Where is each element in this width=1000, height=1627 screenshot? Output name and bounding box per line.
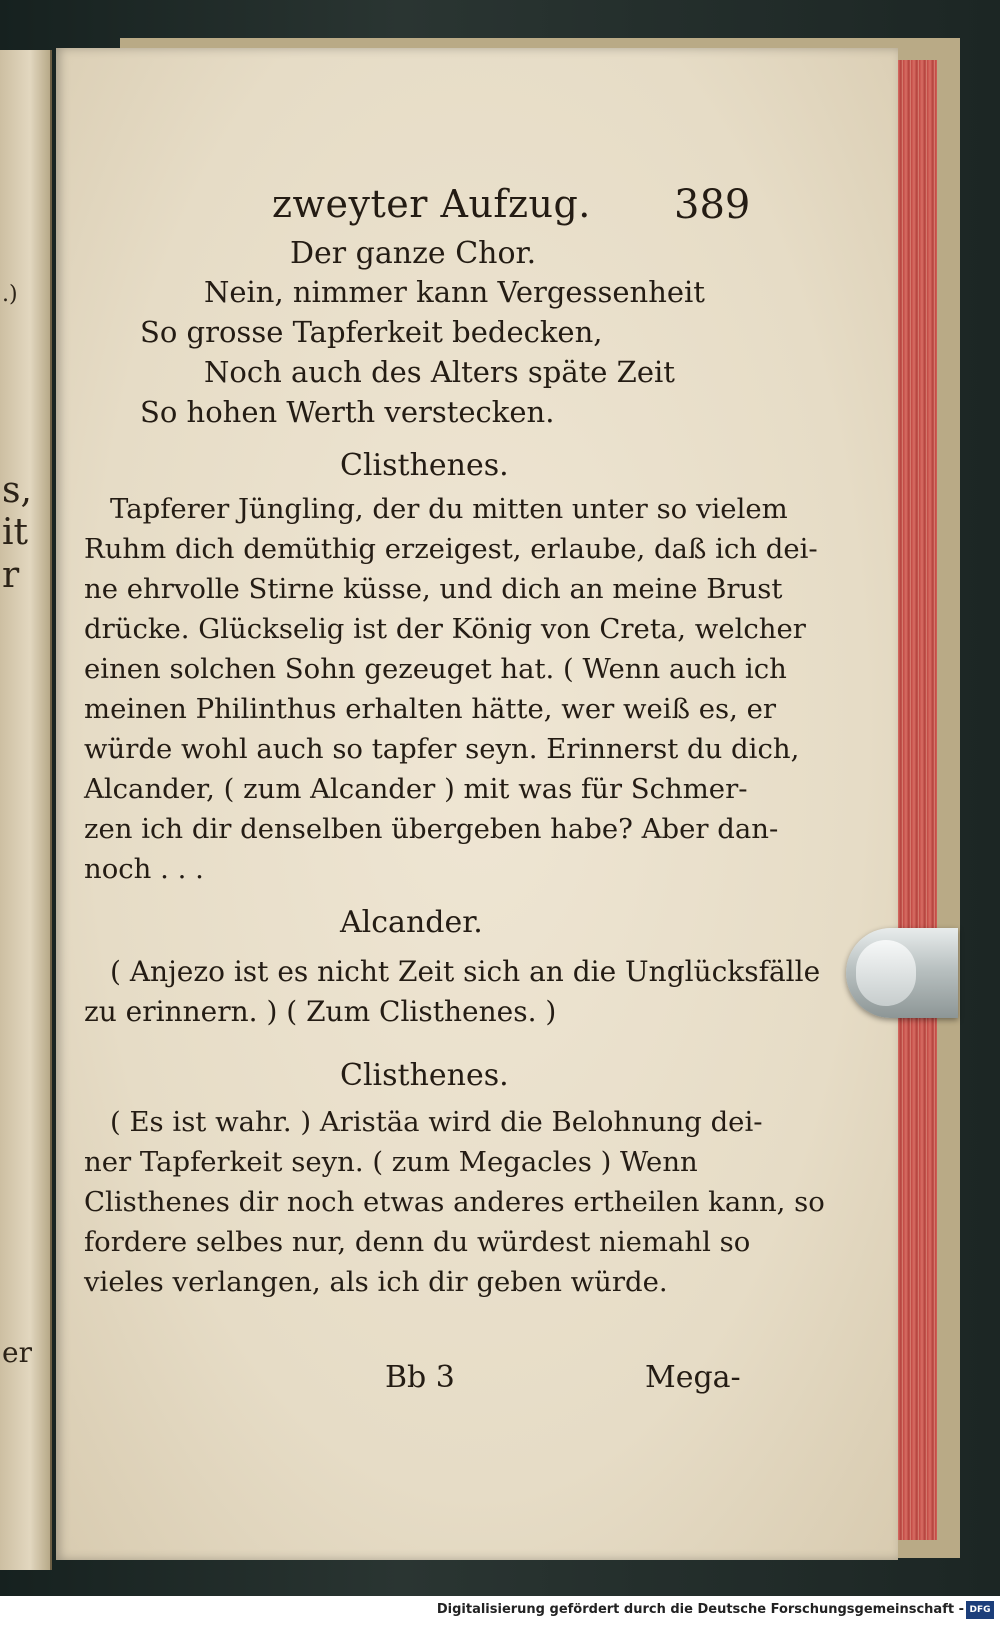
prose-line: Tapferer Jüngling, der du mitten unter so vielem (110, 493, 788, 525)
prose-line: zu erinnern. ) ( Zum Clisthenes. ) (84, 995, 557, 1028)
prose-line: Alcander, ( zum Alcander ) mit was für Schmer- (84, 773, 748, 805)
prose-line: ner Tapferkeit seyn. ( zum Megacles ) Wenn (84, 1146, 698, 1178)
left-page-fragment: s, (2, 470, 32, 511)
digitization-footer (0, 1596, 1000, 1627)
digitization-notice: Digitalisierung gefördert durch die Deutsche Forschungsgemeinschaft - (436, 1602, 964, 1617)
prose-line: würde wohl auch so tapfer seyn. Erinnerst du dich, (84, 733, 800, 765)
prose-line: Clisthenes dir noch etwas anderes ertheilen kann, so (84, 1186, 825, 1218)
speaker-heading: Clisthenes. (340, 448, 509, 483)
left-page-fragment: .) (2, 282, 18, 307)
page-clip (846, 928, 958, 1018)
red-page-edges (895, 60, 937, 1540)
catchword: Mega- (645, 1360, 741, 1395)
verse-line: Nein, nimmer kann Vergessenheit (204, 275, 705, 309)
dfg-logo-icon: DFG (966, 1601, 994, 1619)
left-page-fragment: er (2, 1336, 32, 1369)
signature-mark: Bb 3 (385, 1360, 455, 1395)
verse-line: So hohen Werth verstecken. (140, 395, 555, 429)
verse-line: Noch auch des Alters späte Zeit (204, 355, 675, 389)
prose-line: fordere selbes nur, denn du würdest niemahl so (84, 1226, 751, 1258)
verse-line: So grosse Tapferkeit bedecken, (140, 315, 603, 349)
prose-line: noch . . . (84, 853, 204, 885)
prose-line: ( Es ist wahr. ) Aristäa wird die Belohnung dei- (110, 1106, 763, 1138)
prose-line: meinen Philinthus erhalten hätte, wer weiß es, er (84, 693, 776, 725)
prose-line: einen solchen Sohn gezeuget hat. ( Wenn auch ich (84, 653, 787, 685)
speaker-heading: Der ganze Chor. (290, 236, 537, 271)
facing-page-edge (0, 50, 52, 1570)
prose-line: Ruhm dich demüthig erzeigest, erlaube, daß ich dei- (84, 533, 818, 565)
prose-line: drücke. Glückselig ist der König von Creta, welcher (84, 613, 806, 645)
prose-line: zen ich dir denselben übergeben habe? Aber dan- (84, 813, 779, 845)
prose-line: vieles verlangen, als ich dir geben würde. (84, 1266, 668, 1298)
running-title: zweyter Aufzug. (272, 182, 591, 226)
left-page-fragment: r (2, 555, 20, 596)
speaker-heading: Alcander. (340, 905, 483, 940)
page-number: 389 (674, 182, 751, 228)
prose-line: ne ehrvolle Stirne küsse, und dich an meine Brust (84, 573, 783, 605)
clip-highlight (856, 940, 916, 1006)
speaker-heading: Clisthenes. (340, 1058, 509, 1093)
prose-line: ( Anjezo ist es nicht Zeit sich an die Unglücksfälle (110, 955, 821, 988)
left-page-fragment: it (2, 512, 28, 553)
